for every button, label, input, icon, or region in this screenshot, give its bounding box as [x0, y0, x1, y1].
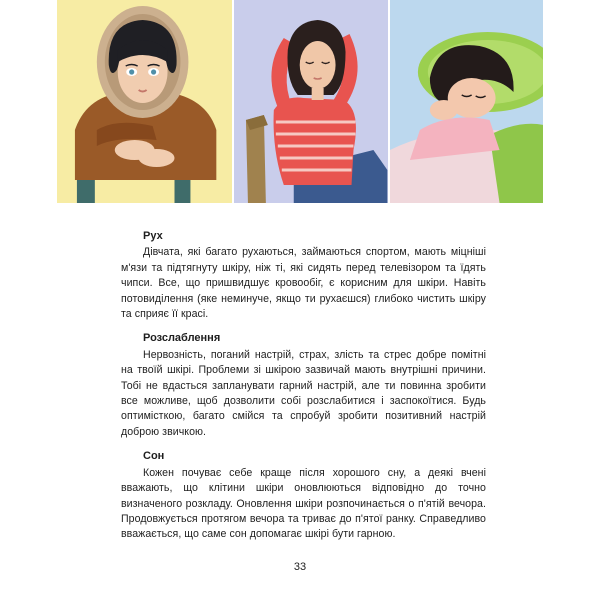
girl-sleeping-illustration: [390, 0, 543, 203]
section-movement: [121, 229, 486, 322]
section-heading: Рух: [143, 230, 163, 242]
section-heading: Розслаблення: [143, 332, 221, 345]
article-body: [121, 229, 486, 552]
section-paragraph: Кожен почуває себе краще після хорошого сну, а деякі вчені вважають, що клітини шкіри оновлюються відповідно до точно визначеного розкладу. Оновлення шкіри розпочинається о п'ятій вечора. Продовжується протягом вечора та триває до п'ятої ранку. Справедливо вважається, що саме сон допомагає шкірі бути гарною.: [121, 466, 486, 541]
section-paragraph: Дівчата, які багато рухаються, займаються спортом, мають міцніші м'язи та підтягнуту шкіру, ніж ті, які сидять перед телевізором та їдять чипси. Все, що пришвидшує кровообіг, є корисним для шкіри. Навіть потовиділення (яке неминуче, якщо ти рухаєшся) глибоко чистить шкіру та сприяє її красі.: [121, 246, 486, 321]
section-sleep: [121, 449, 486, 542]
section-heading: Сон: [143, 450, 165, 463]
illustration-strip: [57, 0, 543, 203]
section-paragraph: Нервозність, поганий настрій, страх, злість та стрес добре помітні на твоїй шкірі. Проблеми зі шкірою зазвичай мають внутрішні причини. Тобі не вдасться запланувати гарний настрій, але ти повинна зробити все можливе, щоб дозволити собі розслабитися і заспокоїтися. Будь оптимісткою, багато смійся та спробуй зробити позитивний настрій доброю звичкою.: [121, 348, 486, 438]
girl-in-fur-hood-illustration: [57, 0, 232, 203]
girl-relaxing-illustration: [234, 0, 387, 203]
page-number: 33: [293, 561, 307, 573]
section-relaxation: [121, 331, 486, 440]
